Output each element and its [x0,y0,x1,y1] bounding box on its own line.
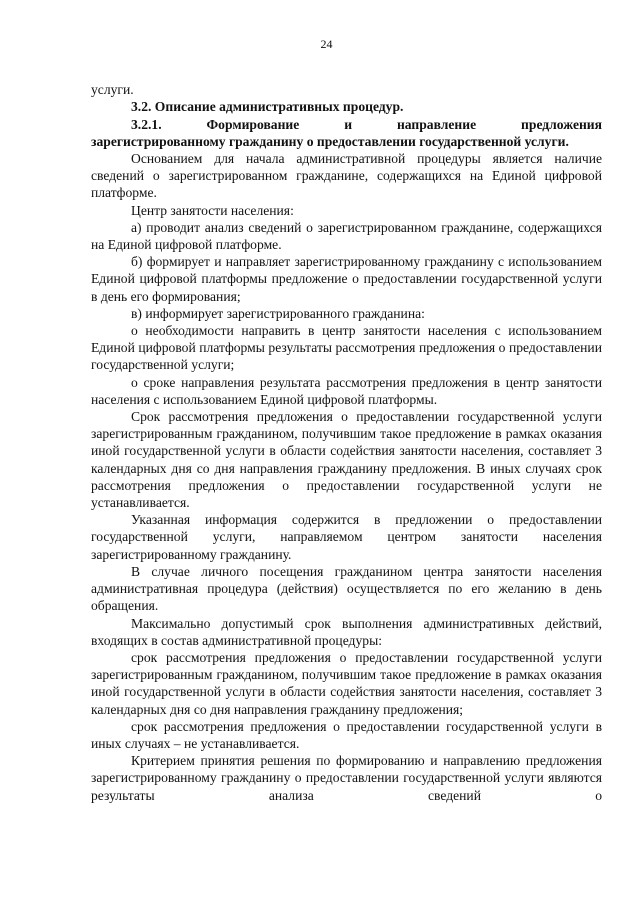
page-number: 24 [320,37,333,51]
paragraph-information-contained: Указанная информация содержится в предложении о предоставлении государственной услуги, направляемом центром занятости населения зарегистрированному гражданину. [91,512,602,562]
paragraph-inform-necessity: о необходимости направить в центр занятости населения с использованием Единой цифровой платформы результаты рассмотрения предложения о предоставлении государственной услуги; [91,323,602,373]
carryover-text: услуги. [91,82,134,98]
subsection-heading-line2: зарегистрированному гражданину о предоставлении государственной услуги. [91,133,569,149]
section-heading: 3.2. Описание административных процедур. [131,99,404,115]
paragraph-personal-visit: В случае личного посещения гражданином центра занятости населения административная процедура (действия) осуществляется по его желанию в день обращения. [91,563,602,614]
paragraph-inform-deadline: о сроке направления результата рассмотрения предложения в центр занятости населения с использованием Единой цифровой платформы. [91,374,602,407]
paragraph-item-c: в) информирует зарегистрированного гражданина: [131,305,425,321]
paragraph-period-item-1: срок рассмотрения предложения о предоставлении государственной услуги зарегистрированным гражданином, получившим такое предложение в рамках оказания иной государственной услуги в области содействия занятости населения, составляет 3 календарных дня со дня направления гражданину предложения; [91,649,602,717]
paragraph-max-period: Максимально допустимый срок выполнения административных действий, входящих в состав административной процедуры: [91,615,602,648]
paragraph-item-b: б) формирует и направляет зарегистрированному гражданину с использованием Единой цифровой платформы предложение о предоставлении государственной услуги в день его формирования; [91,254,602,304]
paragraph-item-a: а) проводит анализ сведений о зарегистрированном гражданине, содержащихся на Единой цифровой платформе. [91,219,602,253]
subsection-heading-line1: 3.2.1. Формирование и направление предложения [131,116,602,132]
paragraph-basis: Основанием для начала административной процедуры является наличие сведений о зарегистрированном гражданине, содержащихся на Единой цифровой платформе. [91,151,602,201]
paragraph-period-item-2: срок рассмотрения предложения о предоставлении государственной услуги в иных случаях – не устанавливается. [91,718,602,751]
paragraph-review-period: Срок рассмотрения предложения о предоставлении государственной услуги зарегистрированным гражданином, получившим такое предложение в рамках оказания иной государственной услуги в области содействия занятости населения, составляет 3 календарных дня со дня направления гражданину предложения. В иных случаях срок рассмотрения предложения о предоставлении государственной услуги не устанавливается. [91,409,602,511]
paragraph-decision-criterion: Критерием принятия решения по формированию и направлению предложения зарегистрированному гражданину о предоставлении государственной услуги являются результаты анализа сведений о [91,753,602,803]
paragraph-center-intro: Центр занятости населения: [131,202,294,218]
subsection-heading [91,116,602,150]
